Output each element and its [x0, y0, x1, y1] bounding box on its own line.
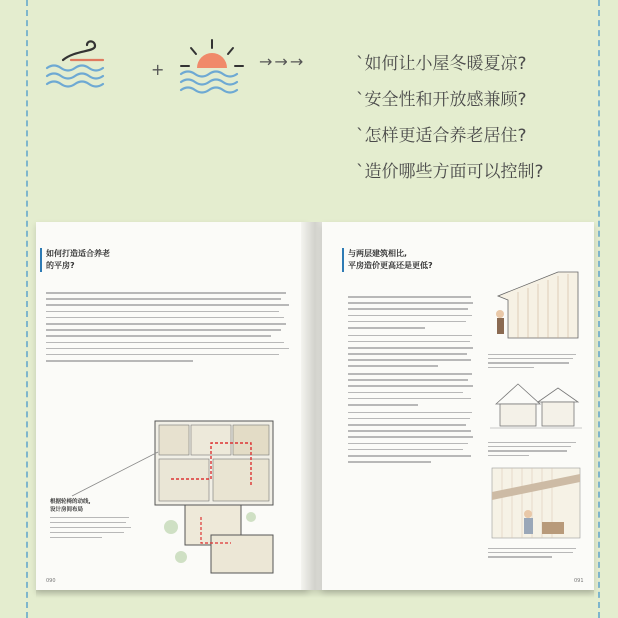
left-caption [50, 498, 136, 541]
house-eaves-sketch [488, 266, 584, 346]
leader-line [70, 450, 160, 500]
book-shadow [36, 590, 594, 598]
title-line: 平房造价更高还是更低? [348, 261, 433, 270]
caption-title-line: 根据轮椅的动线, [50, 499, 91, 505]
dashed-border-right [598, 0, 600, 618]
page-number-right: 091 [574, 578, 584, 584]
arrow-sequence: →→→ [259, 52, 306, 71]
question-item: `造价哪些方面可以控制? [356, 162, 544, 182]
question-list [356, 52, 544, 196]
title-line: 与两层建筑相比, [348, 249, 408, 258]
right-body-text [348, 296, 476, 467]
right-page-title [348, 248, 433, 272]
wind-wave-icon [45, 38, 115, 98]
question-item: `安全性和开放感兼顾? [356, 90, 527, 110]
floor-plan-image [151, 417, 277, 577]
house-roof-sketch [488, 372, 584, 438]
title-line: 的平房? [46, 261, 75, 270]
left-page-title [46, 248, 110, 272]
sketch-caption [488, 548, 580, 561]
right-page [322, 222, 594, 590]
open-book [36, 222, 594, 602]
sketch-caption [488, 354, 580, 371]
question-item: `如何让小屋冬暖夏凉? [356, 54, 527, 74]
left-body-text [46, 292, 291, 366]
title-accent-bar [40, 248, 42, 272]
icon-row [45, 38, 345, 108]
sun-wave-icon [175, 38, 249, 100]
page-number-left: 090 [46, 578, 56, 584]
sketch-caption [488, 442, 580, 459]
title-line: 如何打造适合养老 [46, 249, 110, 258]
caption-title-line: 设计房间布局 [50, 507, 84, 513]
title-accent-bar [342, 248, 344, 272]
left-page [36, 222, 308, 590]
interior-sketch [488, 464, 584, 544]
plus-sign: + [151, 60, 165, 79]
question-item: `怎样更适合养老居住? [356, 126, 527, 146]
dashed-border-left [26, 0, 28, 618]
